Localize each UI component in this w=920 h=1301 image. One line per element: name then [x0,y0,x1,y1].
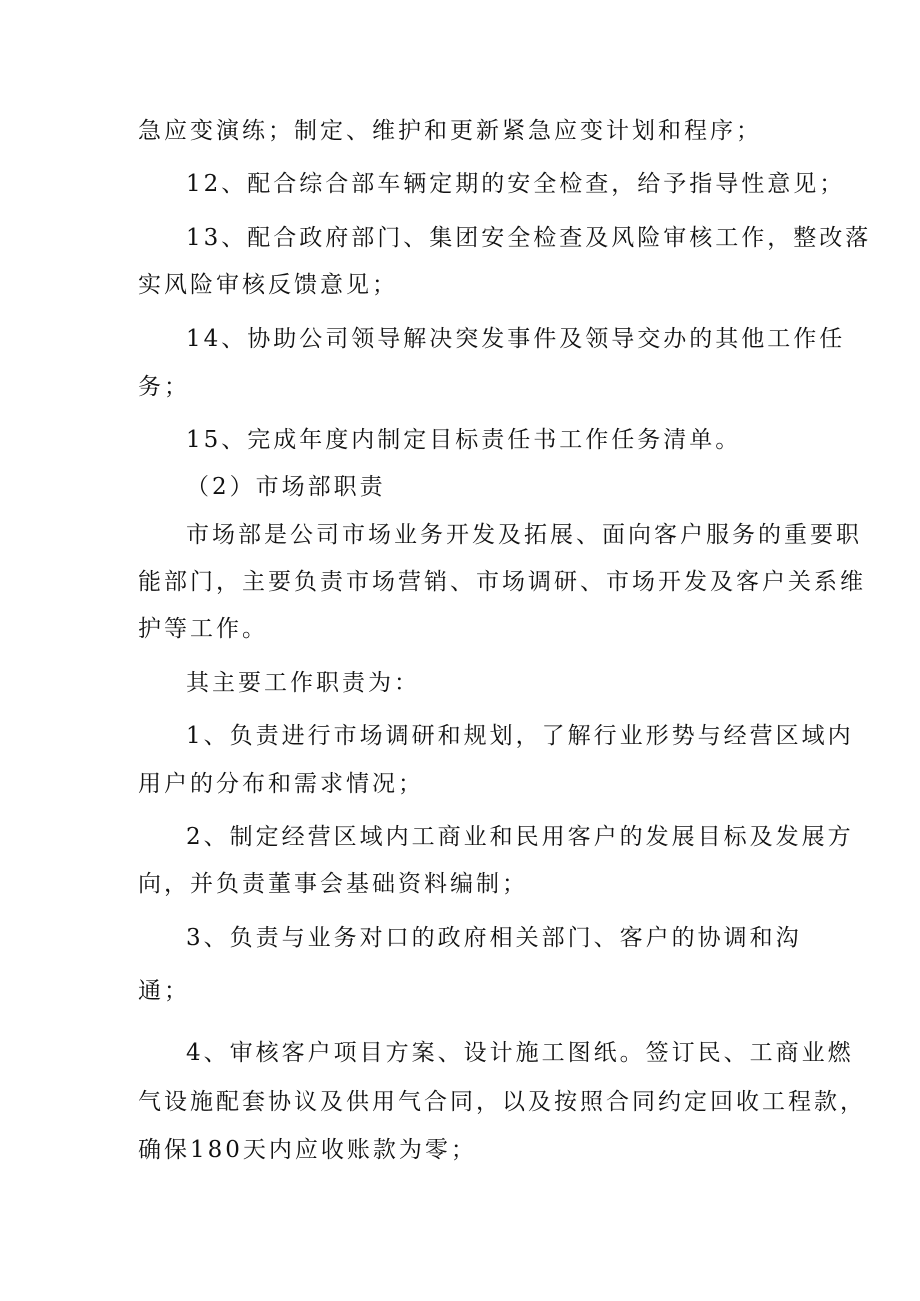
text-line-4: 实风险审核反馈意见； [138,272,398,298]
text-line-13: 1、负责进行市场调研和规划，了解行业形势与经营区域内 [186,723,854,749]
text-line-5: 14、协助公司领导解决突发事件及领导交办的其他工作任 [186,326,846,352]
text-line-2: 12、配合综合部车辆定期的安全检查，给予指导性意见； [186,171,846,197]
text-line-9: 市场部是公司市场业务开发及拓展、面向客户服务的重要职 [186,522,862,548]
text-line-10: 能部门，主要负责市场营销、市场调研、市场开发及客户关系维 [138,569,866,595]
text-line-6: 务； [138,374,190,400]
text-line-18: 通； [138,978,190,1004]
text-line-17: 3、负责与业务对口的政府相关部门、客户的协调和沟 [186,925,802,951]
text-line-14: 用户的分布和需求情况； [138,771,424,797]
text-line-3: 13、配合政府部门、集团安全检查及风险审核工作，整改落 [186,225,872,251]
text-line-1: 急应变演练；制定、维护和更新紧急应变计划和程序； [138,118,762,144]
text-line-11: 护等工作。 [138,616,268,642]
text-line-12: 其主要工作职责为： [186,670,420,696]
text-line-15: 2、制定经营区域内工商业和民用客户的发展目标及发展方 [186,824,854,850]
text-line-21: 确保180天内应收账款为零； [138,1137,477,1163]
text-line-19: 4、审核客户项目方案、设计施工图纸。签订民、工商业燃 [186,1040,854,1066]
text-line-16: 向，并负责董事会基础资料编制； [138,871,528,897]
section-heading: （2）市场部职责 [186,474,386,500]
text-line-7: 15、完成年度内制定目标责任书工作任务清单。 [186,427,742,453]
text-line-20: 气设施配套协议及供用气合同，以及按照合同约定回收工程款， [138,1089,866,1115]
